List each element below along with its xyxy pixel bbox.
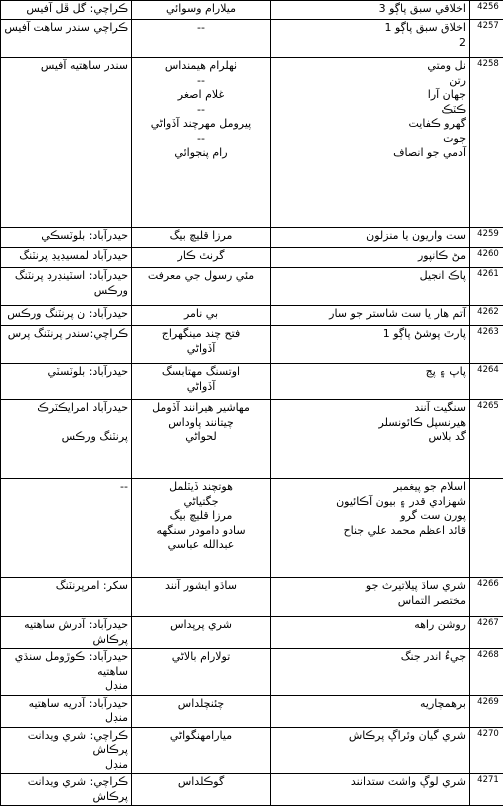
publisher-cell <box>1 20 132 58</box>
publisher-cell-line: حيدرآباد لمسيڊيڊ پرنٽنگ <box>4 249 128 264</box>
entry-number: 4257 <box>470 20 503 58</box>
table-row <box>1 617 503 649</box>
author-cell <box>132 58 271 228</box>
author-cell-line: ميلارام وسوائي <box>135 2 267 17</box>
title-cell <box>271 617 470 649</box>
publisher-cell <box>1 268 132 306</box>
author-cell-line: ٺهلرام هيمنداس <box>135 59 267 74</box>
entry-number: 4267 <box>470 617 503 649</box>
table-row <box>1 578 503 617</box>
title-cell <box>271 326 470 364</box>
publisher-cell <box>1 248 132 268</box>
title-cell-line: آدمي جو انصاف <box>274 146 466 161</box>
table-row <box>1 20 503 58</box>
author-cell-line: -- <box>135 21 267 36</box>
publisher-cell-line <box>4 416 128 430</box>
title-cell-line: رتن <box>274 74 466 89</box>
publisher-cell <box>1 649 132 696</box>
table-row <box>1 228 503 248</box>
table-row <box>1 58 503 228</box>
title-cell-line: قائد اعظم محمد علي جناح <box>274 524 466 539</box>
author-cell-line: پيرومل مهرچند آڏواڻي <box>135 117 267 132</box>
publisher-cell-line: سندر ساهتيه آفيس <box>4 59 128 74</box>
title-cell-line: ست واريون يا منزلون <box>274 229 466 244</box>
table-row <box>1 649 503 696</box>
publisher-cell-line: -- <box>4 480 128 495</box>
author-cell <box>132 326 271 364</box>
entry-number: 4260 <box>470 248 503 268</box>
catalog-body <box>1 1 503 806</box>
table-row <box>1 248 503 268</box>
author-cell-line: گوڪلداس <box>135 775 267 790</box>
author-cell <box>132 306 271 326</box>
table-row <box>1 479 503 578</box>
table-row <box>1 774 503 806</box>
title-cell-line: شهزادي قدر ۽ بيون آڪائيون <box>274 495 466 510</box>
publisher-cell <box>1 400 132 479</box>
author-cell-line: -- <box>135 132 267 147</box>
title-cell <box>271 727 470 774</box>
author-cell-line: جگتياڻي <box>135 495 267 510</box>
table-row <box>1 1 503 20</box>
publisher-cell-line: حيدرآباد: بلوٽسٽي <box>4 365 128 380</box>
title-cell <box>271 306 470 326</box>
author-cell <box>132 774 271 806</box>
publisher-cell-line: حيدرآباد: اسٽينڊرڊ پرنٽنگ <box>4 269 128 284</box>
publisher-cell <box>1 1 132 20</box>
author-cell-line: لحواڻي <box>135 430 267 445</box>
author-cell <box>132 1 271 20</box>
title-cell-line: سنگيت آنند <box>274 401 466 416</box>
publisher-cell <box>1 774 132 806</box>
publisher-cell-line: ڪراچي:سندر پرنٽنگ پرس <box>4 327 128 342</box>
title-cell <box>271 20 470 58</box>
author-cell-line: آڏواڻي <box>135 380 267 395</box>
author-cell <box>132 479 271 578</box>
title-cell-line: اسلام جو پيغمبر <box>274 480 466 495</box>
table-row <box>1 364 503 400</box>
author-cell <box>132 649 271 696</box>
title-cell-line: 2 <box>274 36 466 51</box>
title-cell-line: مڻ ڪانپور <box>274 249 466 264</box>
publisher-cell-line: حيدرآباد: ڪوڙومل سنڌي ساهتيه <box>4 650 128 679</box>
author-cell <box>132 617 271 649</box>
publisher-cell-line: حيدرآباد: ن پرنٽنگ ورڪس <box>4 307 128 322</box>
title-cell-line: جيءُ اندر جنگ <box>274 650 466 665</box>
publisher-cell-line: پرنٽنگ ورڪس <box>4 430 128 445</box>
table-row <box>1 400 503 479</box>
entry-number <box>470 479 503 578</box>
entry-number: 4258 <box>470 58 503 228</box>
publisher-cell <box>1 617 132 649</box>
title-cell-line: گد بلاس <box>274 430 466 445</box>
author-cell-line: عبدالله عباسي <box>135 538 267 553</box>
title-cell-line: برهمچاريه <box>274 697 466 712</box>
publisher-cell <box>1 695 132 727</box>
title-cell <box>271 479 470 578</box>
publisher-cell <box>1 364 132 400</box>
title-cell-line: نل ومتي <box>274 59 466 74</box>
title-cell-line: شري گيان وئراڳ پرڪاش <box>274 729 466 744</box>
title-cell-line: پاڪ انجيل <box>274 269 466 284</box>
publisher-cell-line: حيدرآباد: بلوٽسڪي <box>4 229 128 244</box>
author-cell <box>132 695 271 727</box>
entry-number: 4271 <box>470 774 503 806</box>
author-cell-line: غلام اصغر <box>135 88 267 103</box>
publisher-cell <box>1 479 132 578</box>
entry-number: 4259 <box>470 228 503 248</box>
publisher-cell-line: ڪراچي: شري ويدانت پرڪاش <box>4 775 128 804</box>
author-cell-line: ساڌو ايشور آنند <box>135 579 267 594</box>
author-cell-line: مئي رسول جي معرفت <box>135 269 267 284</box>
title-cell-line: شري لوڳ واشٽ ستدانند <box>274 775 466 790</box>
title-cell-line: ڪٽڪ <box>274 103 466 118</box>
title-cell-line: جهان آرا <box>274 88 466 103</box>
title-cell <box>271 649 470 696</box>
publisher-cell-line: ڪراچي: گل ڦل آفيس <box>4 2 128 17</box>
entry-number: 4268 <box>470 649 503 696</box>
author-cell <box>132 400 271 479</box>
title-cell-line: روشن راهه <box>274 618 466 633</box>
entry-number: 4269 <box>470 695 503 727</box>
author-cell <box>132 228 271 248</box>
title-cell-line: اخلاق سبق پاڳو 1 <box>274 21 466 36</box>
title-cell-line: پورن ست گرو <box>274 509 466 524</box>
entry-number: 4265 <box>470 400 503 479</box>
title-cell <box>271 58 470 228</box>
entry-number: 4262 <box>470 306 503 326</box>
author-cell-line: گرنٿ ڪار <box>135 249 267 264</box>
entry-number: 4264 <box>470 364 503 400</box>
title-cell <box>271 774 470 806</box>
entry-number: 4266 <box>470 578 503 617</box>
title-cell <box>271 228 470 248</box>
publisher-cell-line: حيدرآباد: آدرش ساهتيه پرڪاش <box>4 618 128 647</box>
title-cell <box>271 1 470 20</box>
title-cell <box>271 248 470 268</box>
title-cell <box>271 695 470 727</box>
author-cell-line: اوتسنگ مهتابسگ <box>135 365 267 380</box>
publisher-cell <box>1 578 132 617</box>
publisher-cell-line: ڪراچي: شري ويدانت پرڪاش <box>4 729 128 758</box>
title-cell <box>271 578 470 617</box>
publisher-cell <box>1 727 132 774</box>
title-cell <box>271 400 470 479</box>
table-row <box>1 727 503 774</box>
author-cell-line: شري پرپداس <box>135 618 267 633</box>
author-cell-line: سادو دامودر سنگهه <box>135 524 267 539</box>
publisher-cell <box>1 326 132 364</box>
author-cell-line: چئنچلداس <box>135 697 267 712</box>
author-cell-line: ميارامهنگواڻي <box>135 729 267 744</box>
publisher-cell-line: منڊل <box>4 679 128 694</box>
title-cell-line: پاپ ۽ پڃ <box>274 365 466 380</box>
title-cell-line: شري ساڌ پيلاتيرث جو <box>274 579 466 594</box>
author-cell <box>132 578 271 617</box>
title-cell-line: آتم هار يا ست شاستر جو سار <box>274 307 466 322</box>
title-cell-line: مختصر التماس <box>274 594 466 609</box>
entry-number: 4270 <box>470 727 503 774</box>
author-cell <box>132 727 271 774</box>
author-cell-line: چيتانند پاوداس <box>135 416 267 431</box>
author-cell-line: تولارام بالاڻي <box>135 650 267 665</box>
publisher-cell-line: منڊل <box>4 758 128 773</box>
table-row <box>1 268 503 306</box>
publisher-cell-line: ورڪس <box>4 284 128 299</box>
author-cell-line: فتح چند مينگهراج <box>135 327 267 342</box>
publisher-cell-line: ڪراچي سندر ساهت آفيس <box>4 21 128 36</box>
entry-number: 4256 <box>470 1 503 20</box>
author-cell-line: هوتچند ڏيٽلمل <box>135 480 267 495</box>
publisher-cell-line: حيدرآباد: آدريه ساهتيه منڊل <box>4 697 128 726</box>
entry-number: 4263 <box>470 326 503 364</box>
author-cell-line: -- <box>135 103 267 118</box>
publisher-cell <box>1 228 132 248</box>
author-cell-line: آڏواڻي <box>135 342 267 357</box>
author-cell <box>132 20 271 58</box>
author-cell <box>132 364 271 400</box>
title-cell-line: پارٿ پوشڻ پاڳو 1 <box>274 327 466 342</box>
title-cell-line: گهرو ڪفايت <box>274 117 466 132</box>
table-row <box>1 695 503 727</box>
title-cell <box>271 268 470 306</box>
publisher-cell <box>1 58 132 228</box>
table-row <box>1 326 503 364</box>
title-cell-line: هيرنسپل ڪائونسلر <box>274 416 466 431</box>
author-cell-line: مهاشير هيرانند آڏومل <box>135 401 267 416</box>
publisher-cell <box>1 306 132 326</box>
publisher-cell-line: سکر: امرپرنٽنگ <box>4 579 128 594</box>
title-cell <box>271 364 470 400</box>
author-cell-line: مرزا قليچ بيگ <box>135 509 267 524</box>
author-cell <box>132 248 271 268</box>
author-cell-line: -- <box>135 74 267 89</box>
author-cell-line: مرزا قليچ بيگ <box>135 229 267 244</box>
entry-number: 4261 <box>470 268 503 306</box>
title-cell-line: اخلاقي سبق پاڳو 3 <box>274 2 466 17</box>
author-cell-line: بي نامر <box>135 307 267 322</box>
title-cell-line: جوت <box>274 132 466 147</box>
publisher-cell-line: حيدرآباد امرايڪٽرڪ <box>4 401 128 416</box>
author-cell <box>132 268 271 306</box>
author-cell-line: رام پنجوائي <box>135 146 267 161</box>
table-row <box>1 306 503 326</box>
